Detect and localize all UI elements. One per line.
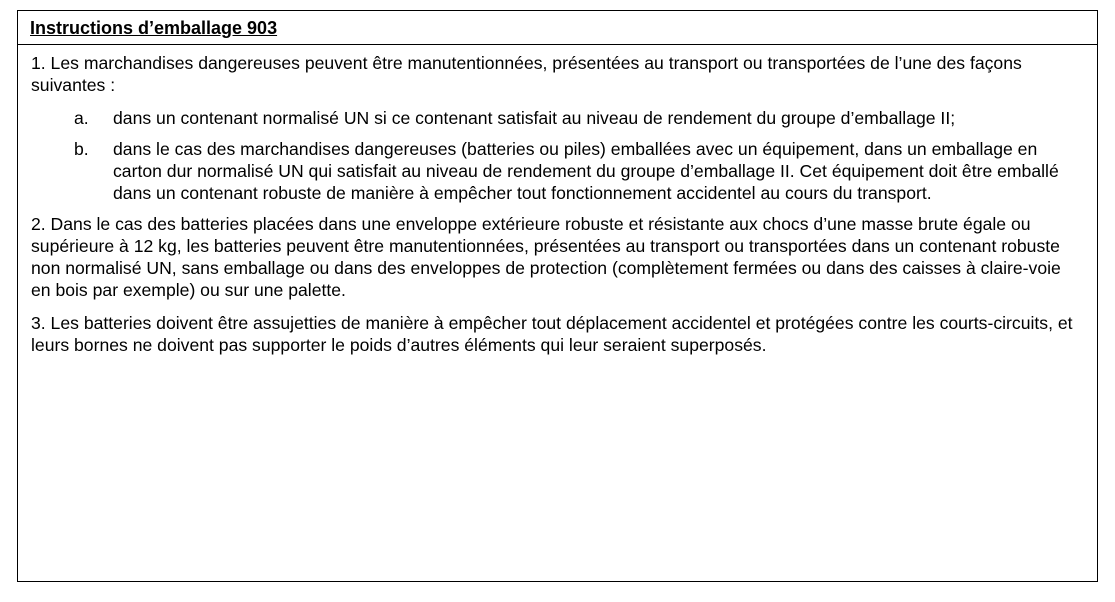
instruction-content (18, 45, 1097, 356)
packing-instruction-title: Instructions d’emballage 903 (30, 18, 278, 38)
title-row (18, 11, 1097, 45)
sub-item-a-text: dans un contenant normalisé UN si ce contenant satisfait au niveau de rendement du groupe d’emballage II; (113, 108, 956, 128)
packing-instruction-table (17, 10, 1098, 582)
sub-item-b (31, 138, 1083, 204)
paragraph-3: 3. Les batteries doivent être assujetties de manière à empêcher tout déplacement accidentel et protégées contre les courts-circuits, et leurs bornes ne doivent pas supporter le poids d’autres éléments qui leur seraient superposés. (31, 313, 1073, 355)
paragraph-1: 1. Les marchandises dangereuses peuvent être manutentionnées, présentées au transport ou transportées de l’une des façons suivantes : (31, 53, 1022, 95)
sub-item-b-marker: b. (74, 139, 89, 159)
sub-item-a (31, 107, 1083, 129)
sub-item-a-marker: a. (74, 108, 89, 128)
paragraph-2: 2. Dans le cas des batteries placées dans une enveloppe extérieure robuste et résistante aux chocs d’une masse brute égale ou supérieure à 12 kg, les batteries peuvent être manutentionnées, présentées au transport ou transportées dans un contenant robuste non normalisé UN, sans emballage ou dans des enveloppes de protection (complètement fermées ou dans des caisses à claire-voie en bois par exemple) ou sur une palette. (31, 214, 1061, 300)
sub-item-b-text: dans le cas des marchandises dangereuses (batteries ou piles) emballées avec un équipement, dans un emballage en carton dur normalisé UN qui satisfait au niveau de rendement du groupe d’emballage II. Cet équipement doit être emballé dans un contenant robuste de manière à empêcher tout fonctionnement accidentel au cours du transport. (113, 139, 1059, 203)
